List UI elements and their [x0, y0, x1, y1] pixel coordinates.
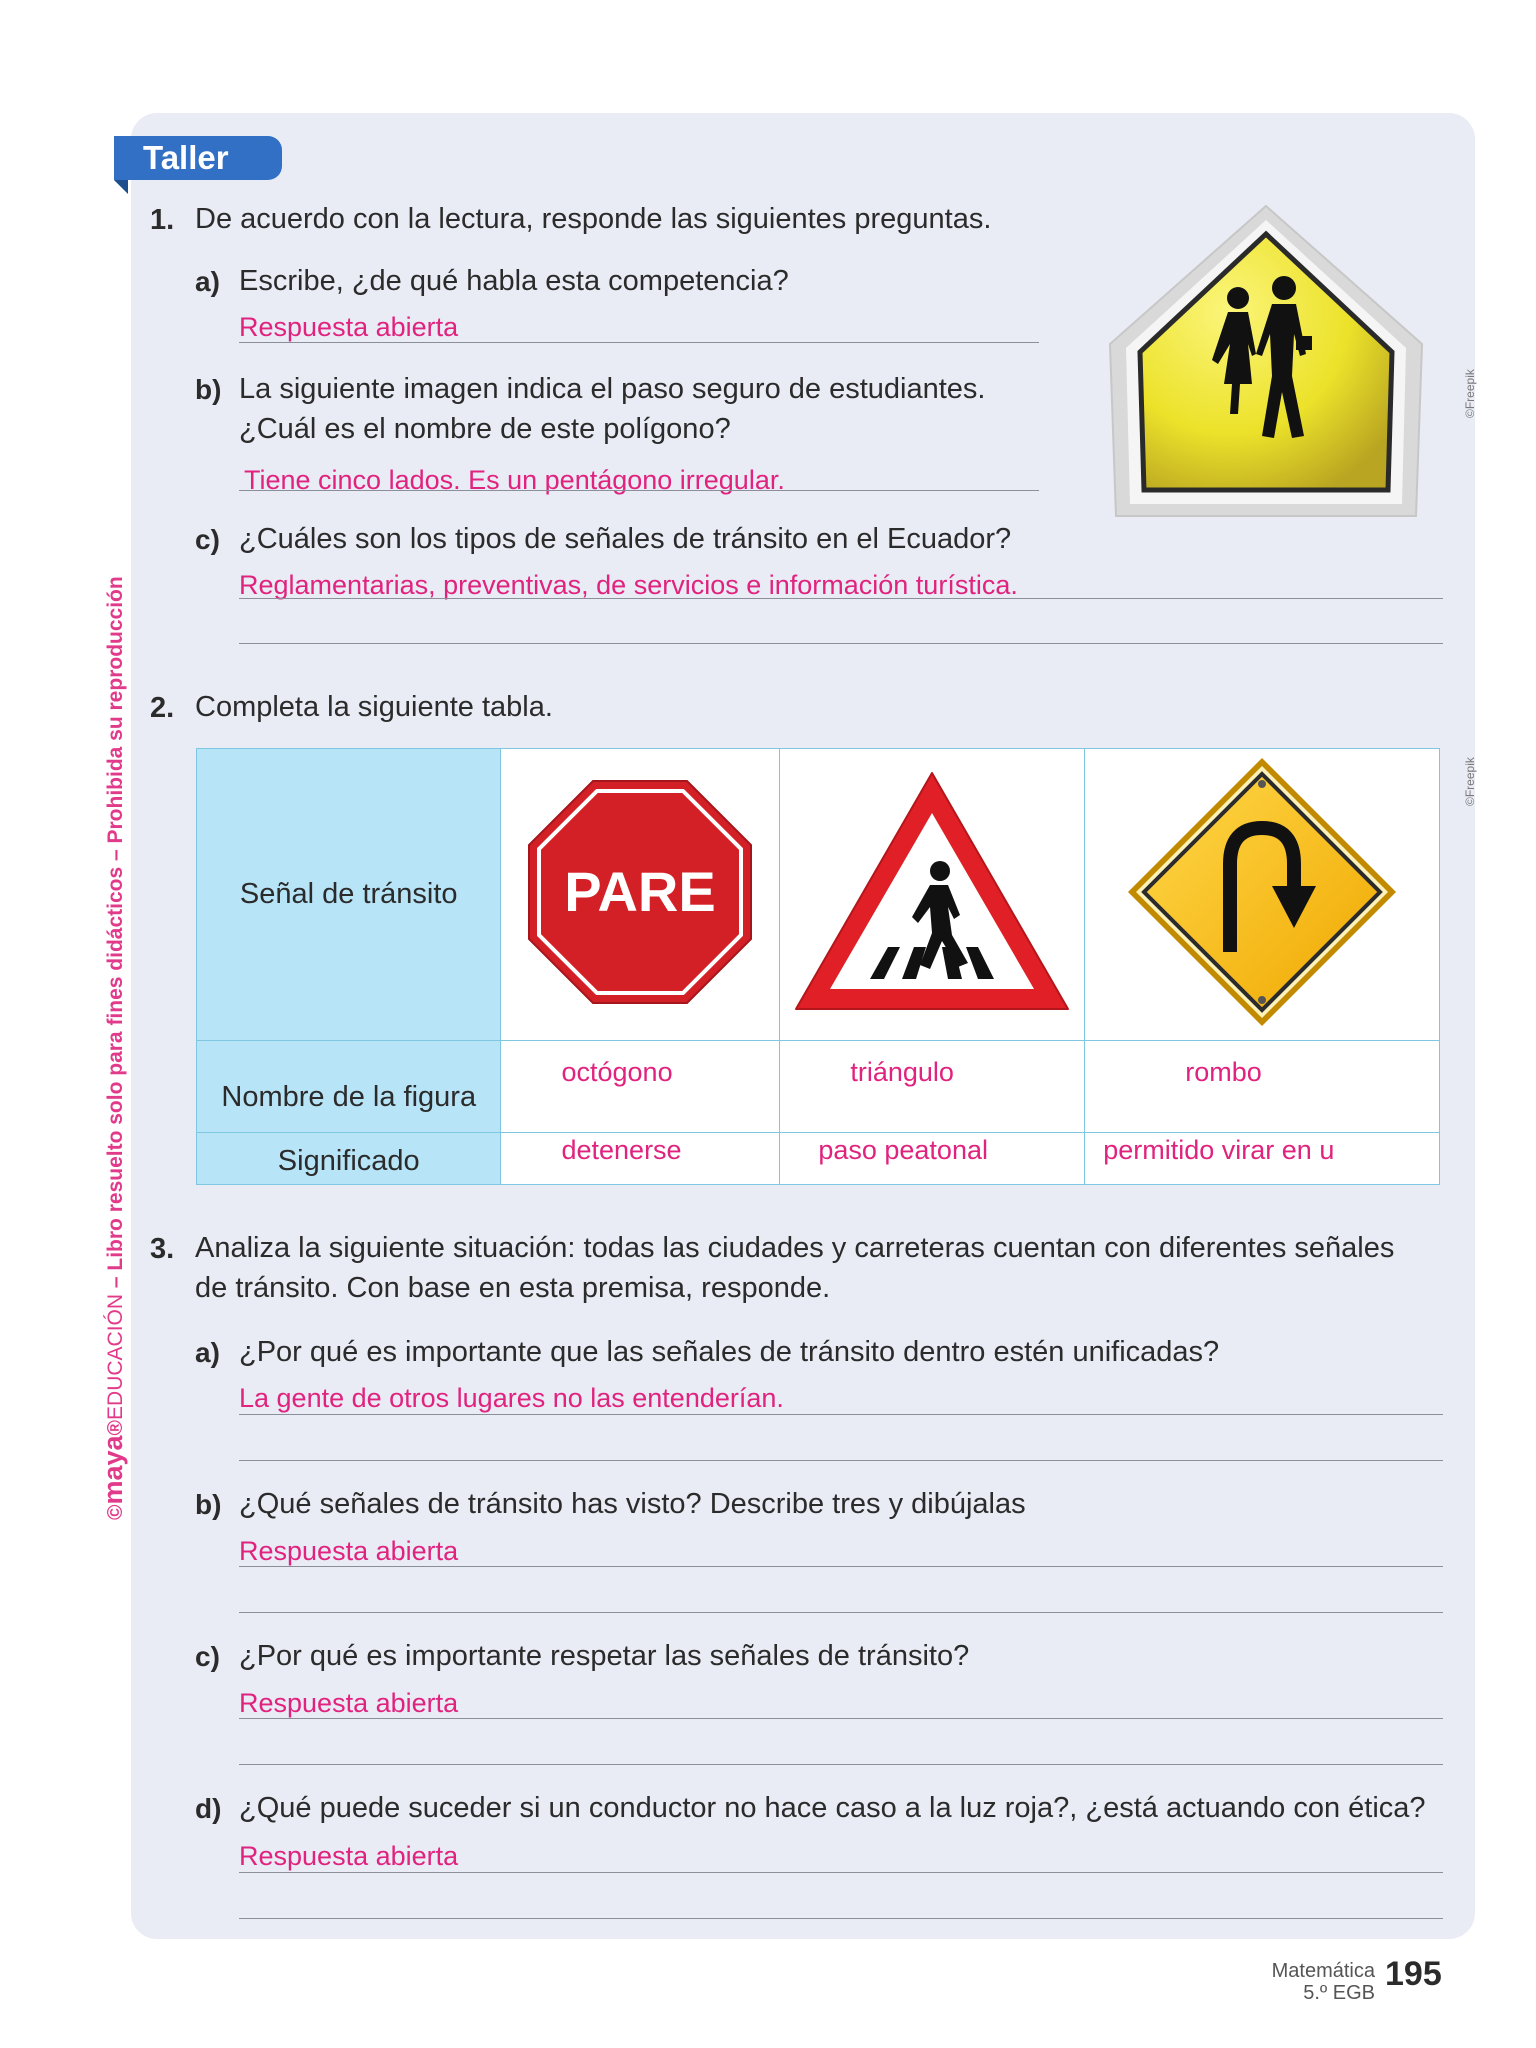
q3d-text: ¿Qué puede suceder si un conductor no hace caso a la luz roja?, ¿está actuando con ética?: [239, 1792, 1426, 1824]
answer-line: [239, 490, 1039, 491]
q1-text: De acuerdo con la lectura, responde las siguientes preguntas.: [195, 203, 992, 235]
answer-line: [239, 1612, 1443, 1613]
q1b-line2: ¿Cuál es el nombre de este polígono?: [239, 413, 731, 445]
answer-line: [239, 1718, 1443, 1719]
q1a-answer: Respuesta abierta: [239, 312, 459, 342]
registered-symbol: ®: [104, 1419, 127, 1436]
q3b-label: b): [195, 1489, 222, 1520]
q3-number: 3.: [150, 1233, 175, 1265]
row-label-signal: Señal de tránsito: [197, 749, 501, 1041]
answer-line: [239, 643, 1443, 644]
q3a-answer: La gente de otros lugares no las entenderían.: [239, 1383, 784, 1413]
copyright-symbol: ©: [104, 1504, 127, 1520]
q2-number: 2.: [150, 692, 175, 724]
q3d-answer: Respuesta abierta: [239, 1841, 459, 1871]
school-crossing-sign: [1106, 204, 1426, 522]
answer-line: [239, 1414, 1443, 1415]
image-credit-2: ©Freepik: [1463, 757, 1477, 806]
q1c-answer: Reglamentarias, preventivas, de servicios e información turística.: [239, 570, 1018, 600]
row-label-figure: Nombre de la figura: [197, 1041, 501, 1133]
q3c-answer: Respuesta abierta: [239, 1688, 459, 1718]
answer-line: [239, 1566, 1443, 1567]
q2-text: Completa la siguiente tabla.: [195, 691, 553, 723]
brand-maya: maya: [98, 1435, 128, 1505]
answer-line: [239, 1764, 1443, 1765]
q3c-text: ¿Por qué es importante respetar las señales de tránsito?: [239, 1640, 970, 1672]
figure-rhombus: rombo: [1085, 1041, 1440, 1133]
q1c-text: ¿Cuáles son los tipos de señales de tránsito en el Ecuador?: [239, 523, 1012, 555]
answer-line: [239, 1918, 1443, 1919]
answer-line: [239, 598, 1443, 599]
copyright-side-text: [98, 576, 129, 1520]
q3c-label: c): [195, 1641, 220, 1672]
taller-badge: Taller: [114, 136, 282, 180]
stop-sign: [525, 777, 755, 1007]
q3b-answer: Respuesta abierta: [239, 1536, 459, 1566]
row-label-meaning: Significado: [197, 1133, 501, 1185]
footer-grade: 5.º EGB: [1303, 1982, 1375, 2004]
q1-number: 1.: [150, 204, 175, 236]
meaning-stop: detenerse: [501, 1133, 780, 1185]
q1b-label: b): [195, 374, 222, 405]
answer-line: [239, 342, 1039, 343]
figure-triangle: triángulo: [780, 1041, 1085, 1133]
q3b-text: ¿Qué señales de tránsito has visto? Describe tres y dibújalas: [239, 1488, 1026, 1520]
q1b-answer: Tiene cinco lados. Es un pentágono irregular.: [244, 465, 785, 495]
pedestrian-sign-cell: [780, 749, 1085, 1041]
pedestrian-crossing-sign: [792, 767, 1072, 1017]
q1a-text: Escribe, ¿de qué habla esta competencia?: [239, 265, 789, 297]
q3-line2: de tránsito. Con base en esta premisa, responde.: [195, 1272, 831, 1304]
figure-octagon: octógono: [501, 1041, 780, 1133]
image-credit-1: ©Freepik: [1463, 369, 1477, 418]
q1c-label: c): [195, 524, 220, 555]
q1a-label: a): [195, 266, 220, 297]
meaning-uturn: permitido virar en u: [1085, 1133, 1440, 1185]
stop-sign-text: PARE: [564, 860, 717, 923]
uturn-sign-cell: [1085, 749, 1440, 1041]
page-number: 195: [1385, 1955, 1442, 1993]
answer-line: [239, 1872, 1443, 1873]
stop-sign-cell: [501, 749, 780, 1041]
badge-tail: [114, 180, 128, 194]
brand-educacion: EDUCACIÓN: [104, 1293, 127, 1420]
q3d-label: d): [195, 1793, 222, 1824]
meaning-crosswalk: paso peatonal: [780, 1133, 1085, 1185]
q3-line1: Analiza la siguiente situación: todas las ciudades y carreteras cuentan con diferentes señales: [195, 1232, 1395, 1264]
q1b-line1: La siguiente imagen indica el paso seguro de estudiantes.: [239, 373, 986, 405]
footer-subject: Matemática: [1271, 1960, 1375, 1982]
q3a-text: ¿Por qué es importante que las señales de tránsito dentro estén unificadas?: [239, 1336, 1220, 1368]
q3a-label: a): [195, 1337, 220, 1368]
traffic-signs-table: [196, 748, 1440, 1185]
u-turn-sign: [1126, 756, 1398, 1028]
copyright-notice: – Libro resuelto solo para fines didácticos – Prohibida su reproducción: [104, 576, 127, 1294]
answer-line: [239, 1460, 1443, 1461]
